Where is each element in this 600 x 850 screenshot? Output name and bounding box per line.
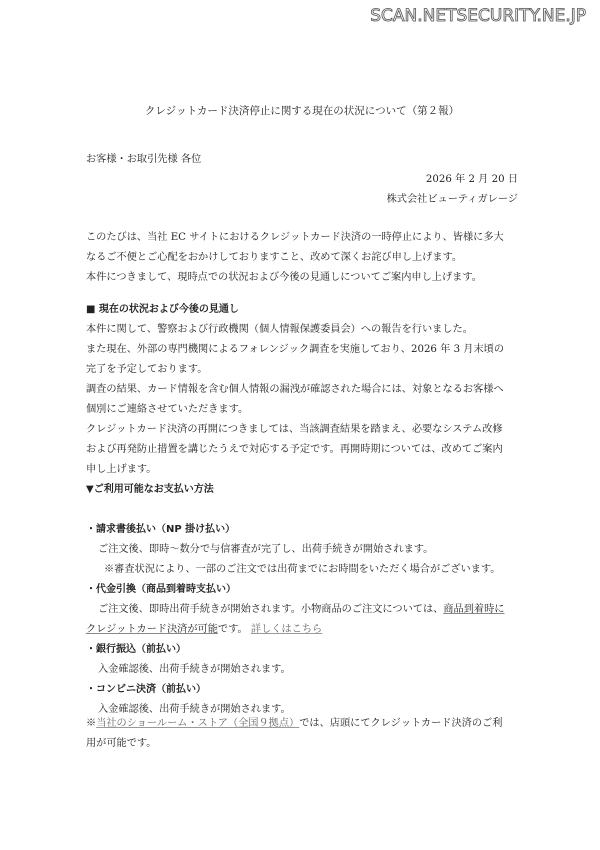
intro-paragraph <box>86 228 518 288</box>
payment-method-name: ・コンビニ決済（前払い） <box>86 684 206 695</box>
addressee: お客様・お取引先様 各位 <box>86 154 202 165</box>
desc-underlined: クレジットカード決済が可能 <box>86 624 218 635</box>
intro-line: このたびは、当社 EC サイトにおけるクレジットカード決済の一時停止により、皆様に多大 <box>86 232 504 243</box>
section-heading: ■ 現在の状況および今後の見通し <box>86 304 239 315</box>
note-prefix: ※ <box>86 718 97 729</box>
showroom-link[interactable]: 当社のショールーム・ストア（全国９拠点） <box>96 718 300 729</box>
status-line: また現在、外部の専門機関によるフォレンジック調査を実施しており、2026 年 3 月末頃の <box>86 344 505 355</box>
payment-method-desc: ご注文後、即時～数分で与信審査が完了し、出荷手続きが開始されます。 <box>98 544 434 555</box>
payment-method-name: ・代金引換（商品到着時支払い） <box>86 584 236 595</box>
status-line: 個別にご連絡させていただきます。 <box>86 404 249 415</box>
status-line: 調査の結果、カード情報を含む個人情報の漏洩が確認された場合には、対象となるお客様へ <box>86 384 504 395</box>
document-date: 2026 年 2 月 20 日 <box>425 174 518 185</box>
desc-text: です。 <box>217 624 248 635</box>
payment-method-note: ※審査状況により、一部のご注文では出荷までにお時間をいただく場合がございます。 <box>104 564 501 575</box>
status-line: 申し上げます。 <box>86 464 157 475</box>
document-title: クレジットカード決済停止に関する現在の状況について（第２報） <box>144 105 460 117</box>
desc-underlined: 商品到着時に <box>443 604 505 615</box>
payment-method-bank <box>86 640 518 680</box>
status-line: クレジットカード決済の再開につきましては、当該調査結果を踏まえ、必要なシステム改修 <box>86 424 503 435</box>
payment-method-cod <box>86 580 518 640</box>
payment-method-desc: 入金確認後、出荷手続きが開始されます。 <box>98 704 291 715</box>
payment-method-np <box>86 520 518 580</box>
status-line: 本件に関して、警察および行政機関（個人情報保護委員会）への報告を行いました。 <box>86 324 473 335</box>
showroom-note <box>86 714 518 754</box>
intro-line: 本件につきまして、現時点での状況および今後の見通しについてご案内申し上げます。 <box>86 272 482 283</box>
payment-method-desc <box>86 600 518 620</box>
payment-method-name: ・請求書後払い（NP 掛け払い） <box>86 524 236 535</box>
status-line: および再発防止措置を講じたうえで対応する予定です。再開時期については、改めてご案内 <box>86 444 503 455</box>
section-status <box>86 300 518 480</box>
note-text: では、店頭にてクレジットカード決済のご利 <box>299 718 503 729</box>
section-heading: ▼ご利用可能なお支払い方法 <box>86 484 214 495</box>
note-line <box>86 714 518 734</box>
desc-text: ご注文後、即時出荷手続きが開始されます。小物商品のご注文については、 <box>98 604 444 615</box>
intro-line: なるご不便とご心配をおかけしておりますこと、改めて深くお詫び申し上げます。 <box>86 252 463 263</box>
payment-method-desc-cont <box>86 620 518 640</box>
section-payment-methods <box>86 480 518 720</box>
note-line: 用が可能です。 <box>86 738 157 749</box>
details-link[interactable]: 詳しくはこちら <box>250 624 323 635</box>
status-line: 完了を予定しております。 <box>86 364 208 375</box>
payment-method-name: ・銀行振込（前払い） <box>86 644 186 655</box>
payment-method-desc: 入金確認後、出荷手続きが開始されます。 <box>98 664 291 675</box>
watermark: SCAN.NETSECURITY.NE.JP <box>370 6 586 26</box>
company-name: 株式会社ビューティガレージ <box>386 194 518 205</box>
